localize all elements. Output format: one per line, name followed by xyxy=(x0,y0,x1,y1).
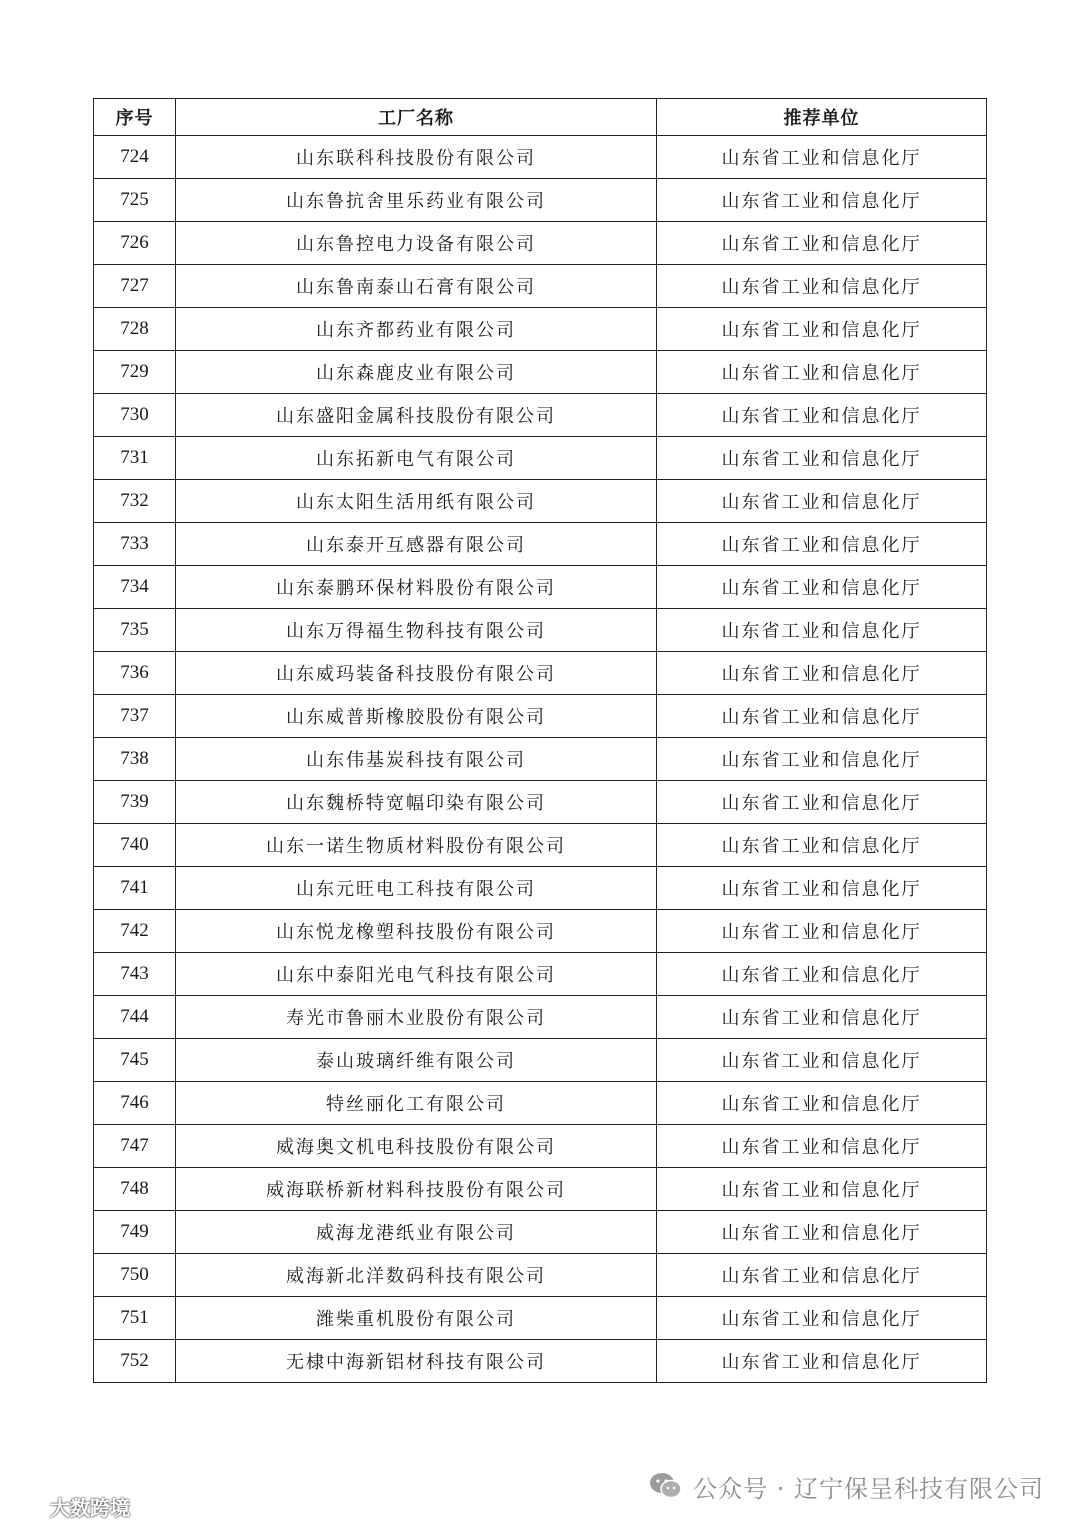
table-header-row xyxy=(94,99,987,136)
recommending-unit: 山东省工业和信息化厅 xyxy=(657,910,987,953)
recommending-unit: 山东省工业和信息化厅 xyxy=(657,351,987,394)
table-row xyxy=(94,695,987,738)
row-number: 739 xyxy=(94,781,176,824)
factory-name: 山东盛阳金属科技股份有限公司 xyxy=(176,394,657,437)
recommending-unit: 山东省工业和信息化厅 xyxy=(657,824,987,867)
header-recommending-unit: 推荐单位 xyxy=(657,99,987,136)
factory-name: 山东万得福生物科技有限公司 xyxy=(176,609,657,652)
recommending-unit: 山东省工业和信息化厅 xyxy=(657,1297,987,1340)
row-number: 737 xyxy=(94,695,176,738)
recommending-unit: 山东省工业和信息化厅 xyxy=(657,480,987,523)
table-row xyxy=(94,781,987,824)
row-number: 747 xyxy=(94,1125,176,1168)
row-number: 744 xyxy=(94,996,176,1039)
recommending-unit: 山东省工业和信息化厅 xyxy=(657,695,987,738)
factory-name: 特丝丽化工有限公司 xyxy=(176,1082,657,1125)
recommending-unit: 山东省工业和信息化厅 xyxy=(657,609,987,652)
table-row xyxy=(94,1297,987,1340)
table-row xyxy=(94,179,987,222)
row-number: 743 xyxy=(94,953,176,996)
row-number: 735 xyxy=(94,609,176,652)
recommending-unit: 山东省工业和信息化厅 xyxy=(657,953,987,996)
recommending-unit: 山东省工业和信息化厅 xyxy=(657,1340,987,1383)
recommending-unit: 山东省工业和信息化厅 xyxy=(657,1125,987,1168)
table-body xyxy=(94,136,987,1383)
factory-name: 山东拓新电气有限公司 xyxy=(176,437,657,480)
factory-name: 无棣中海新铝材科技有限公司 xyxy=(176,1340,657,1383)
table-row xyxy=(94,1082,987,1125)
table-row xyxy=(94,910,987,953)
row-number: 740 xyxy=(94,824,176,867)
factory-name: 山东鲁控电力设备有限公司 xyxy=(176,222,657,265)
factory-name: 山东中泰阳光电气科技有限公司 xyxy=(176,953,657,996)
table-row xyxy=(94,652,987,695)
recommending-unit: 山东省工业和信息化厅 xyxy=(657,1082,987,1125)
wechat-account-watermark xyxy=(649,1466,1044,1506)
recommending-unit: 山东省工业和信息化厅 xyxy=(657,1168,987,1211)
recommending-unit: 山东省工业和信息化厅 xyxy=(657,1039,987,1082)
header-factory-name: 工厂名称 xyxy=(176,99,657,136)
recommending-unit: 山东省工业和信息化厅 xyxy=(657,996,987,1039)
recommending-unit: 山东省工业和信息化厅 xyxy=(657,566,987,609)
factory-name: 山东太阳生活用纸有限公司 xyxy=(176,480,657,523)
table-row xyxy=(94,136,987,179)
table-row xyxy=(94,953,987,996)
factory-name: 山东元旺电工科技有限公司 xyxy=(176,867,657,910)
recommending-unit: 山东省工业和信息化厅 xyxy=(657,523,987,566)
recommending-unit: 山东省工业和信息化厅 xyxy=(657,265,987,308)
factory-name: 山东齐都药业有限公司 xyxy=(176,308,657,351)
table-row xyxy=(94,1340,987,1383)
recommending-unit: 山东省工业和信息化厅 xyxy=(657,222,987,265)
row-number: 728 xyxy=(94,308,176,351)
row-number: 730 xyxy=(94,394,176,437)
row-number: 750 xyxy=(94,1254,176,1297)
factory-name: 寿光市鲁丽木业股份有限公司 xyxy=(176,996,657,1039)
factory-name: 山东威普斯橡胶股份有限公司 xyxy=(176,695,657,738)
recommending-unit: 山东省工业和信息化厅 xyxy=(657,867,987,910)
row-number: 732 xyxy=(94,480,176,523)
row-number: 748 xyxy=(94,1168,176,1211)
factory-name: 潍柴重机股份有限公司 xyxy=(176,1297,657,1340)
recommending-unit: 山东省工业和信息化厅 xyxy=(657,1211,987,1254)
factory-name: 山东鲁南泰山石膏有限公司 xyxy=(176,265,657,308)
factory-name: 山东伟基炭科技有限公司 xyxy=(176,738,657,781)
row-number: 738 xyxy=(94,738,176,781)
table-row xyxy=(94,1254,987,1297)
row-number: 751 xyxy=(94,1297,176,1340)
recommending-unit: 山东省工业和信息化厅 xyxy=(657,1254,987,1297)
factory-name: 山东森鹿皮业有限公司 xyxy=(176,351,657,394)
factory-list-table xyxy=(93,98,987,1383)
table-row xyxy=(94,480,987,523)
table-row xyxy=(94,437,987,480)
wechat-icon xyxy=(649,1471,683,1501)
table-row xyxy=(94,394,987,437)
row-number: 729 xyxy=(94,351,176,394)
factory-name: 泰山玻璃纤维有限公司 xyxy=(176,1039,657,1082)
table-row xyxy=(94,738,987,781)
row-number: 749 xyxy=(94,1211,176,1254)
header-num: 序号 xyxy=(94,99,176,136)
factory-name: 山东联科科技股份有限公司 xyxy=(176,136,657,179)
table-row xyxy=(94,566,987,609)
table-row xyxy=(94,351,987,394)
source-watermark xyxy=(6,1490,130,1522)
row-number: 726 xyxy=(94,222,176,265)
factory-name: 山东威玛装备科技股份有限公司 xyxy=(176,652,657,695)
row-number: 733 xyxy=(94,523,176,566)
table-row xyxy=(94,824,987,867)
table-row xyxy=(94,1039,987,1082)
table-row xyxy=(94,1125,987,1168)
factory-name: 山东泰开互感器有限公司 xyxy=(176,523,657,566)
factory-name: 山东魏桥特宽幅印染有限公司 xyxy=(176,781,657,824)
recommending-unit: 山东省工业和信息化厅 xyxy=(657,437,987,480)
recommending-unit: 山东省工业和信息化厅 xyxy=(657,738,987,781)
table-row xyxy=(94,523,987,566)
factory-name: 山东泰鹏环保材料股份有限公司 xyxy=(176,566,657,609)
row-number: 752 xyxy=(94,1340,176,1383)
table-row xyxy=(94,996,987,1039)
recommending-unit: 山东省工业和信息化厅 xyxy=(657,781,987,824)
table-row xyxy=(94,222,987,265)
row-number: 742 xyxy=(94,910,176,953)
recommending-unit: 山东省工业和信息化厅 xyxy=(657,179,987,222)
logo-icon xyxy=(6,1493,46,1519)
factory-name: 威海联桥新材料科技股份有限公司 xyxy=(176,1168,657,1211)
recommending-unit: 山东省工业和信息化厅 xyxy=(657,652,987,695)
table-row xyxy=(94,1168,987,1211)
factory-name: 威海奥文机电科技股份有限公司 xyxy=(176,1125,657,1168)
recommending-unit: 山东省工业和信息化厅 xyxy=(657,136,987,179)
row-number: 745 xyxy=(94,1039,176,1082)
wechat-account-text: 公众号 · 辽宁保呈科技有限公司 xyxy=(693,1474,1044,1503)
factory-name: 山东一诺生物质材料股份有限公司 xyxy=(176,824,657,867)
row-number: 736 xyxy=(94,652,176,695)
factory-name: 威海龙港纸业有限公司 xyxy=(176,1211,657,1254)
factory-name: 威海新北洋数码科技有限公司 xyxy=(176,1254,657,1297)
row-number: 727 xyxy=(94,265,176,308)
row-number: 725 xyxy=(94,179,176,222)
table-row xyxy=(94,609,987,652)
table-row xyxy=(94,308,987,351)
row-number: 731 xyxy=(94,437,176,480)
table-row xyxy=(94,867,987,910)
table-row xyxy=(94,265,987,308)
row-number: 741 xyxy=(94,867,176,910)
row-number: 734 xyxy=(94,566,176,609)
source-watermark-text: 大数跨境 xyxy=(50,1495,130,1520)
factory-name: 山东鲁抗舍里乐药业有限公司 xyxy=(176,179,657,222)
recommending-unit: 山东省工业和信息化厅 xyxy=(657,308,987,351)
row-number: 724 xyxy=(94,136,176,179)
factory-name: 山东悦龙橡塑科技股份有限公司 xyxy=(176,910,657,953)
row-number: 746 xyxy=(94,1082,176,1125)
recommending-unit: 山东省工业和信息化厅 xyxy=(657,394,987,437)
table-row xyxy=(94,1211,987,1254)
